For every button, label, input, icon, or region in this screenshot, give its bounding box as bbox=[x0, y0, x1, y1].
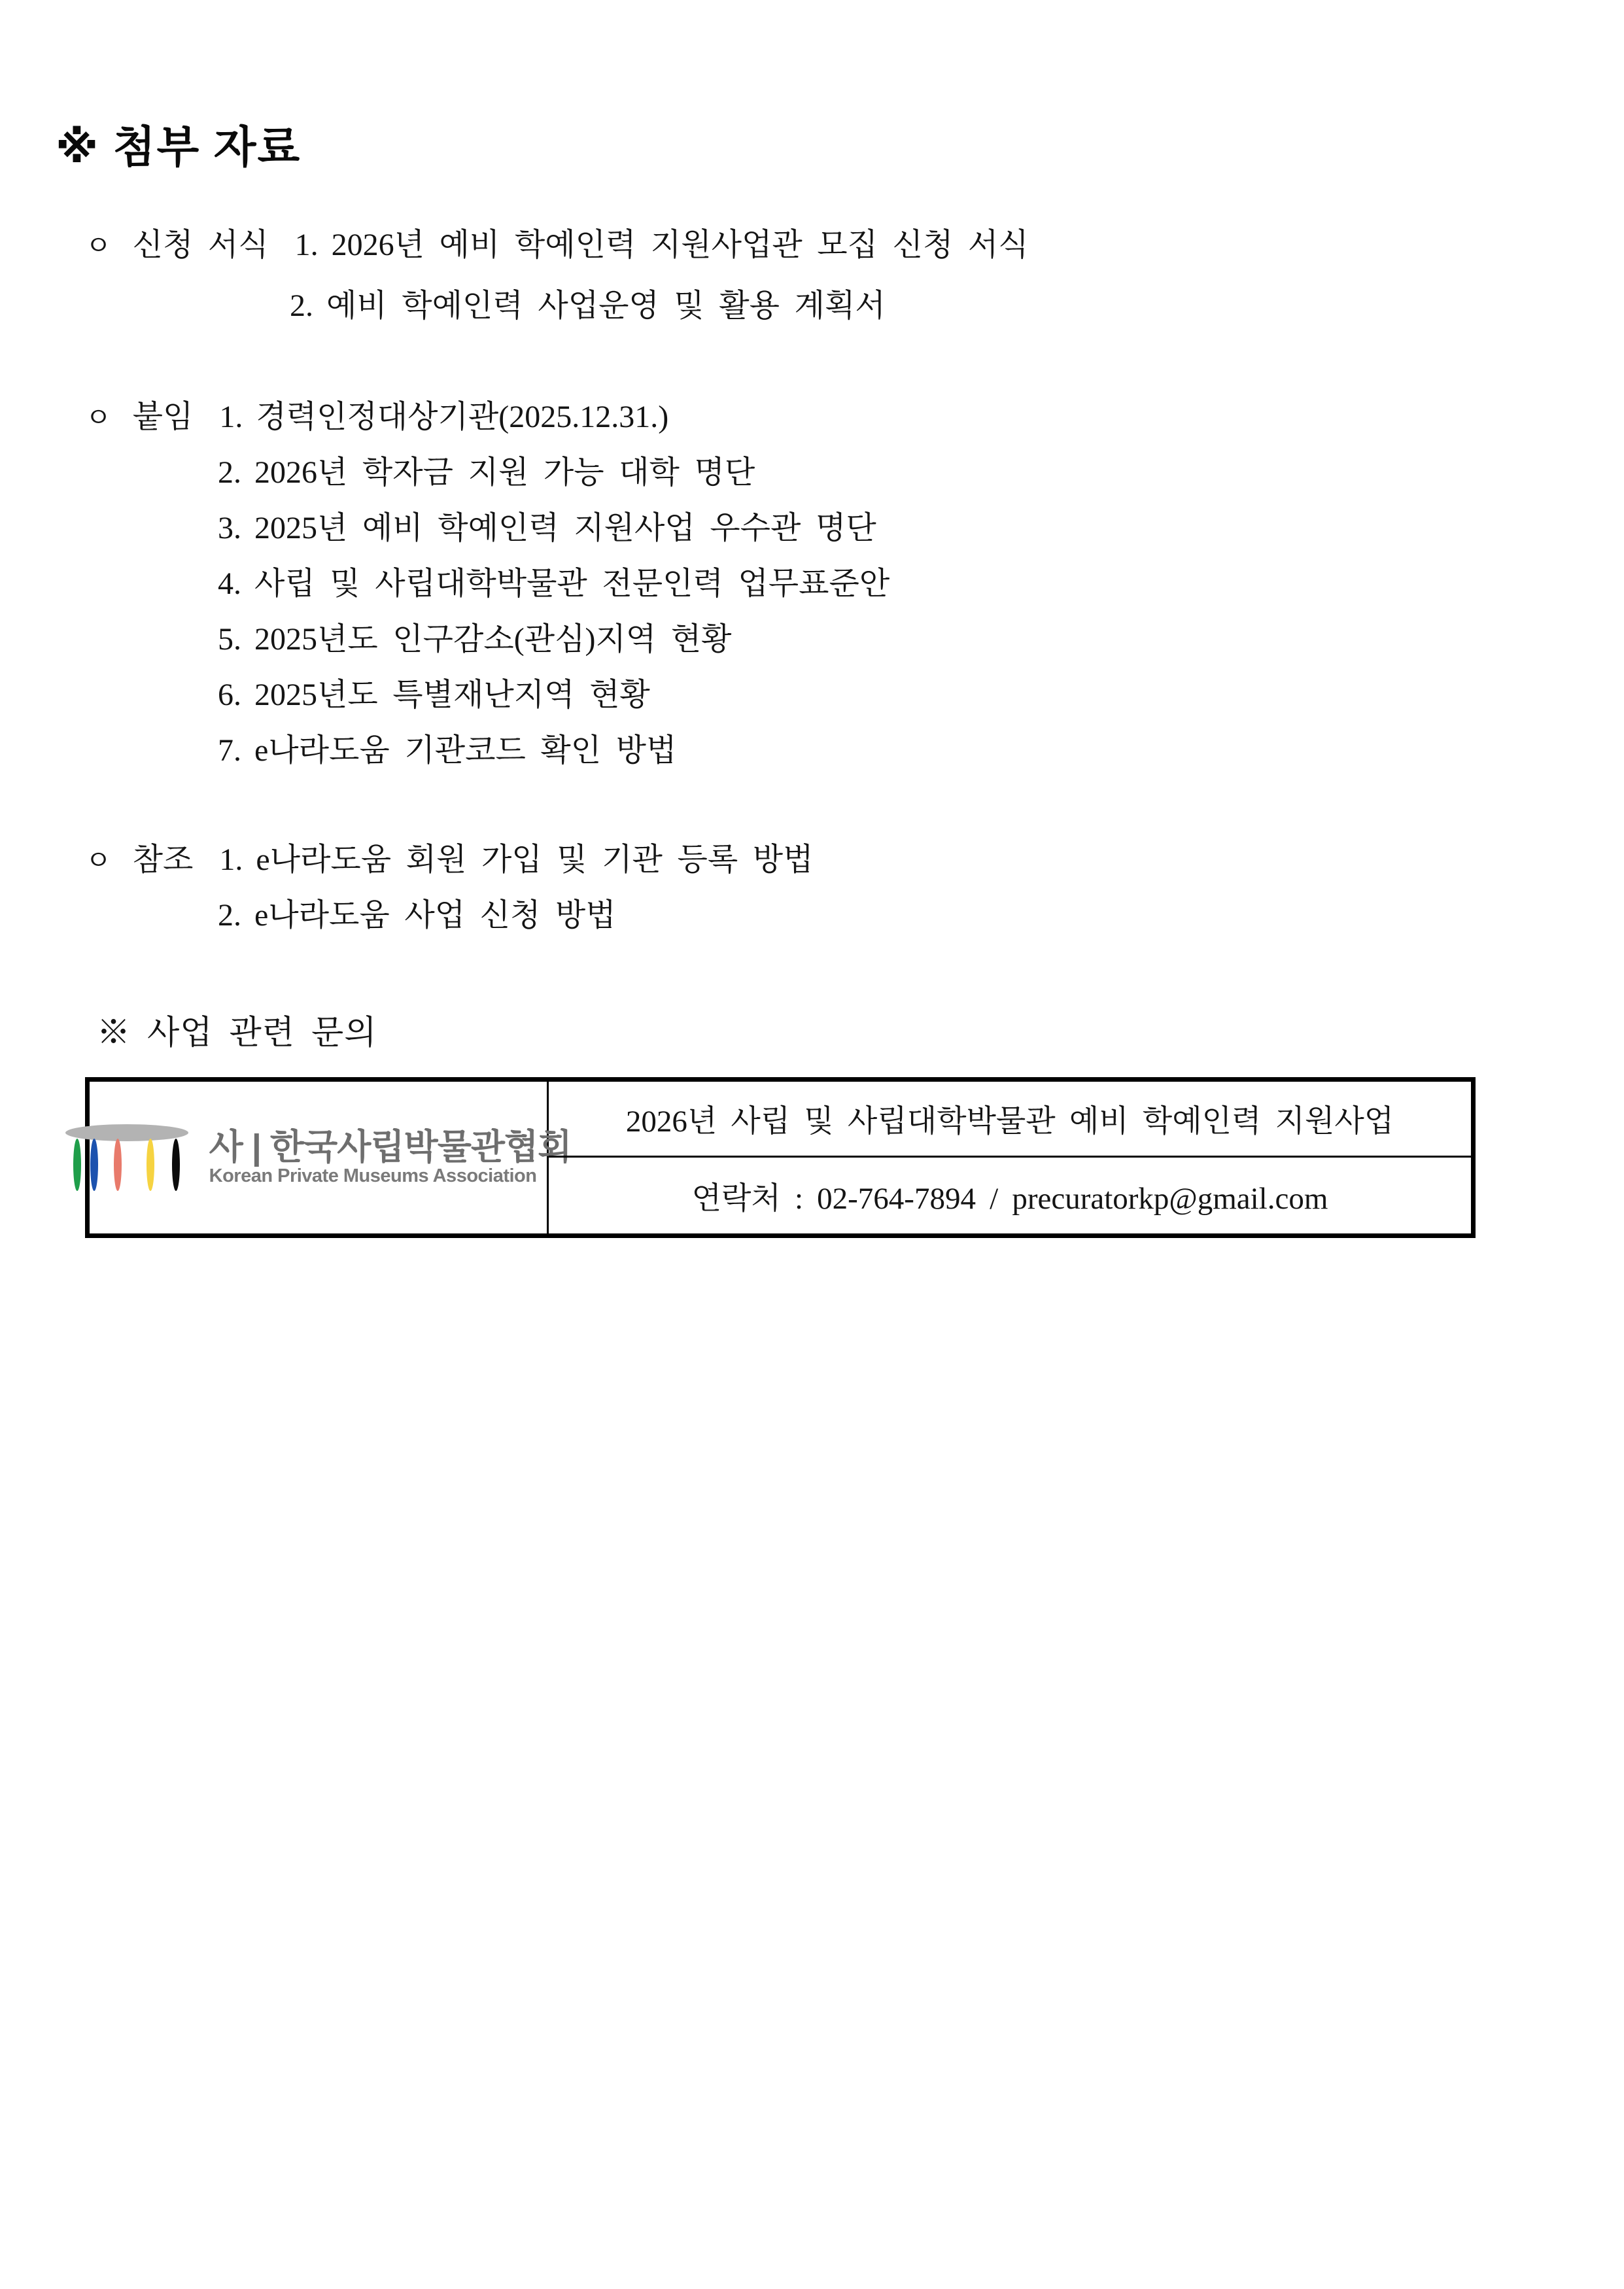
item-number: 6. bbox=[218, 678, 241, 712]
logo-korean-name: 사 | 한국사립박물관협회 bbox=[209, 1127, 572, 1167]
item-text: 예비 학예인력 사업운영 및 활용 계획서 bbox=[326, 288, 886, 323]
logo-bar bbox=[90, 1139, 98, 1191]
group-label: 붙임 bbox=[132, 400, 194, 434]
list-item-application-forms-1 bbox=[85, 226, 1029, 266]
item-number: 4. bbox=[218, 566, 241, 601]
item-number: 5. bbox=[218, 622, 241, 657]
item-number: 7. bbox=[218, 733, 241, 768]
program-title: 2026년 사립 및 사립대학박물관 예비 학예인력 지원사업 bbox=[625, 1105, 1394, 1139]
item-text: 2025년 예비 학예인력 지원사업 우수관 명단 bbox=[254, 511, 876, 545]
item-text: e나라도움 기관코드 확인 방법 bbox=[254, 733, 677, 768]
contact-table-logo-cell bbox=[90, 1082, 572, 1233]
list-item-application-forms-2 bbox=[290, 286, 886, 326]
item-number: 1. bbox=[219, 400, 243, 434]
item-text: 2026년 학자금 지원 가능 대학 명단 bbox=[254, 455, 755, 490]
contact-table-contact-cell bbox=[549, 1158, 1471, 1233]
list-item-attachment-7 bbox=[218, 731, 676, 770]
inquiry-heading: ※ 사업 관련 문의 bbox=[97, 1015, 377, 1052]
kpma-logo bbox=[65, 1124, 572, 1191]
contact-table-program-cell bbox=[549, 1082, 1471, 1158]
item-text: e나라도움 회원 가입 및 기관 등록 방법 bbox=[256, 842, 814, 877]
logo-bar bbox=[172, 1139, 180, 1191]
logo-cap-icon bbox=[65, 1124, 188, 1141]
list-item-attachment-4 bbox=[218, 564, 890, 604]
item-text: 사립 및 사립대학박물관 전문인력 업무표준안 bbox=[254, 566, 890, 601]
logo-bar bbox=[73, 1139, 81, 1191]
item-number: 1. bbox=[219, 842, 243, 877]
item-text: 경력인정대상기관(2025.12.31.) bbox=[256, 400, 669, 434]
attachments-heading: ※ 첨부 자료 bbox=[56, 123, 302, 172]
item-text: 2025년도 인구감소(관심)지역 현황 bbox=[254, 622, 732, 657]
list-bullet: ㅇ bbox=[85, 404, 112, 434]
list-item-attachment-5 bbox=[218, 620, 732, 659]
kpma-logo-icon bbox=[65, 1124, 188, 1191]
logo-english-name: Korean Private Museums Association bbox=[209, 1165, 537, 1186]
item-number: 1. bbox=[294, 228, 319, 262]
list-bullet: ㅇ bbox=[85, 232, 112, 262]
list-bullet: ㅇ bbox=[85, 846, 112, 876]
list-item-reference-1 bbox=[85, 840, 814, 881]
item-number: 3. bbox=[218, 511, 241, 545]
list-item-attachment-6 bbox=[218, 676, 650, 715]
list-item-reference-2 bbox=[218, 896, 616, 935]
item-text: e나라도움 사업 신청 방법 bbox=[254, 898, 616, 933]
item-number: 2. bbox=[218, 455, 241, 490]
group-label: 신청 서식 bbox=[132, 228, 269, 262]
logo-bar bbox=[147, 1139, 154, 1191]
logo-text-block bbox=[209, 1129, 572, 1187]
item-text: 2025년도 특별재난지역 현황 bbox=[254, 678, 650, 712]
item-text: 2026년 예비 학예인력 지원사업관 모집 신청 서식 bbox=[331, 228, 1029, 262]
list-item-attachment-3 bbox=[218, 509, 876, 548]
list-item-attachment-1 bbox=[85, 398, 668, 438]
list-item-attachment-2 bbox=[218, 453, 755, 492]
item-number: 2. bbox=[290, 288, 313, 323]
contact-table bbox=[85, 1077, 1476, 1238]
logo-bar bbox=[114, 1139, 122, 1191]
contact-line: 연락처 : 02-764-7894 / precuratorkp@gmail.com bbox=[691, 1181, 1328, 1216]
group-label: 참조 bbox=[132, 842, 194, 877]
item-number: 2. bbox=[218, 898, 241, 933]
